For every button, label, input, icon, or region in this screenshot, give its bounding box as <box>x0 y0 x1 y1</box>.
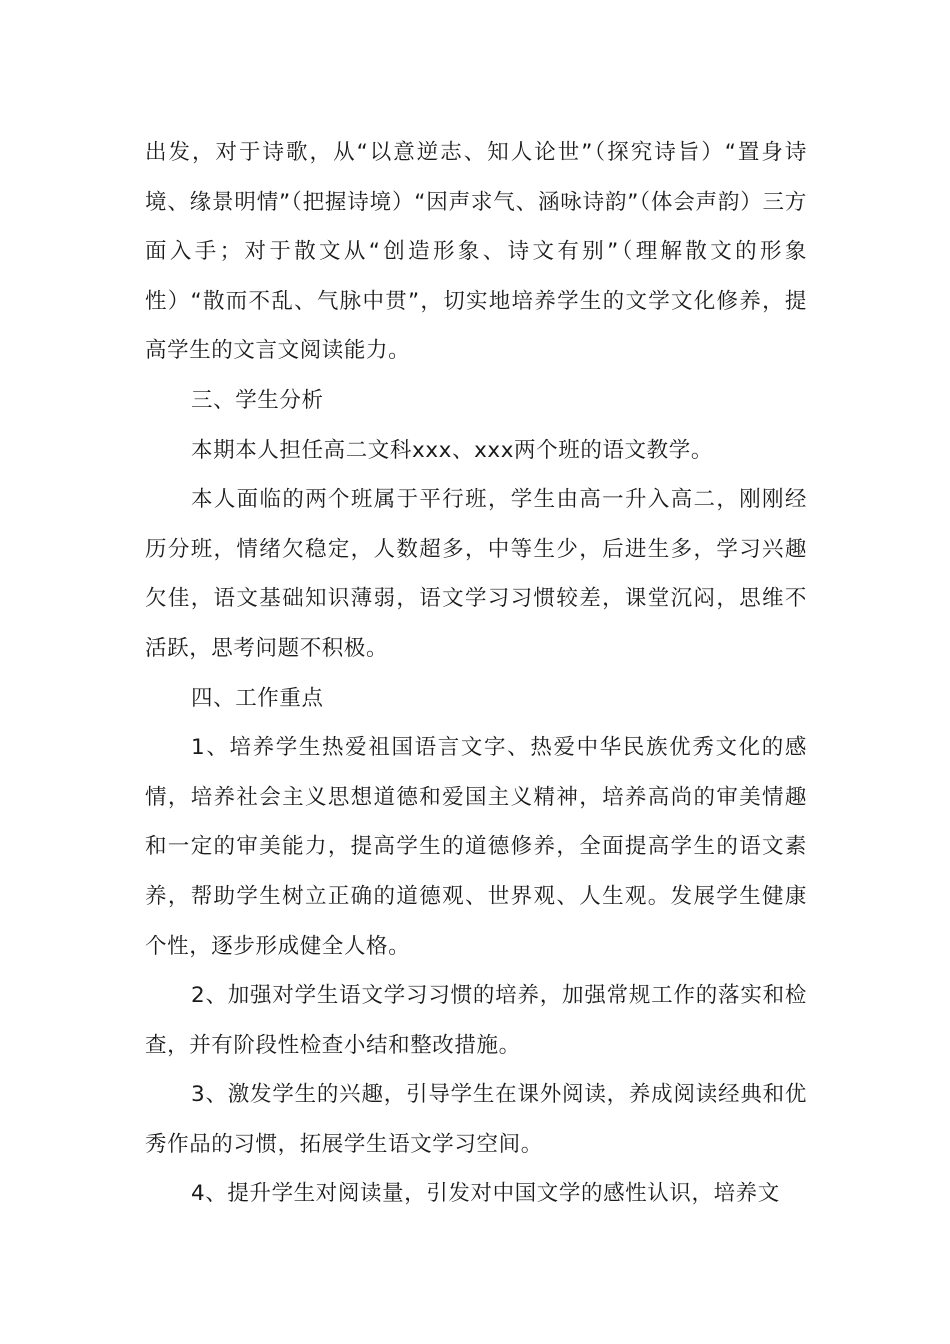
paragraph: 本人面临的两个班属于平行班，学生由高一升入高二，刚刚经历分班，情绪欠稳定，人数超多，中等生少，后进生多，学习兴趣欠佳，语文基础知识薄弱，语文学习习惯较差，课堂沉闷，思维不活跃，思考问题不积极。 <box>145 487 807 661</box>
document-body <box>145 128 807 1219</box>
section-heading-work-focus: 四、工作重点 <box>191 685 324 711</box>
list-item-2: 2、加强对学生语文学习习惯的培养，加强常规工作的落实和检查，并有阶段性检查小结和整改措施。 <box>145 983 807 1058</box>
paragraph: 本期本人担任高二文科xxx、xxx两个班的语文教学。 <box>191 437 713 463</box>
list-item-1: 1、培养学生热爱祖国语言文字、热爱中华民族优秀文化的感情，培养社会主义思想道德和爱国主义精神，培养高尚的审美情趣和一定的审美能力，提高学生的道德修养，全面提高学生的语文素养，帮助学生树立正确的道德观、世界观、人生观。发展学生健康个性，逐步形成健全人格。 <box>145 735 807 959</box>
list-item-3: 3、激发学生的兴趣，引导学生在课外阅读，养成阅读经典和优秀作品的习惯，拓展学生语文学习空间。 <box>145 1082 807 1157</box>
section-heading-student-analysis: 三、学生分析 <box>191 387 324 413</box>
paragraph-continuation: 出发，对于诗歌，从“以意逆志、知人论世”（探究诗旨）“置身诗境、缘景明情”（把握诗境）“因声求气、涵咏诗韵”（体会声韵）三方面入手；对于散文从“创造形象、诗文有别”（理解散文的形象性）“散而不乱、气脉中贯”，切实地培养学生的文学文化修养，提高学生的文言文阅读能力。 <box>145 140 807 364</box>
list-item-4: 4、提升学生对阅读量，引发对中国文学的感性认识，培养文 <box>191 1181 780 1207</box>
